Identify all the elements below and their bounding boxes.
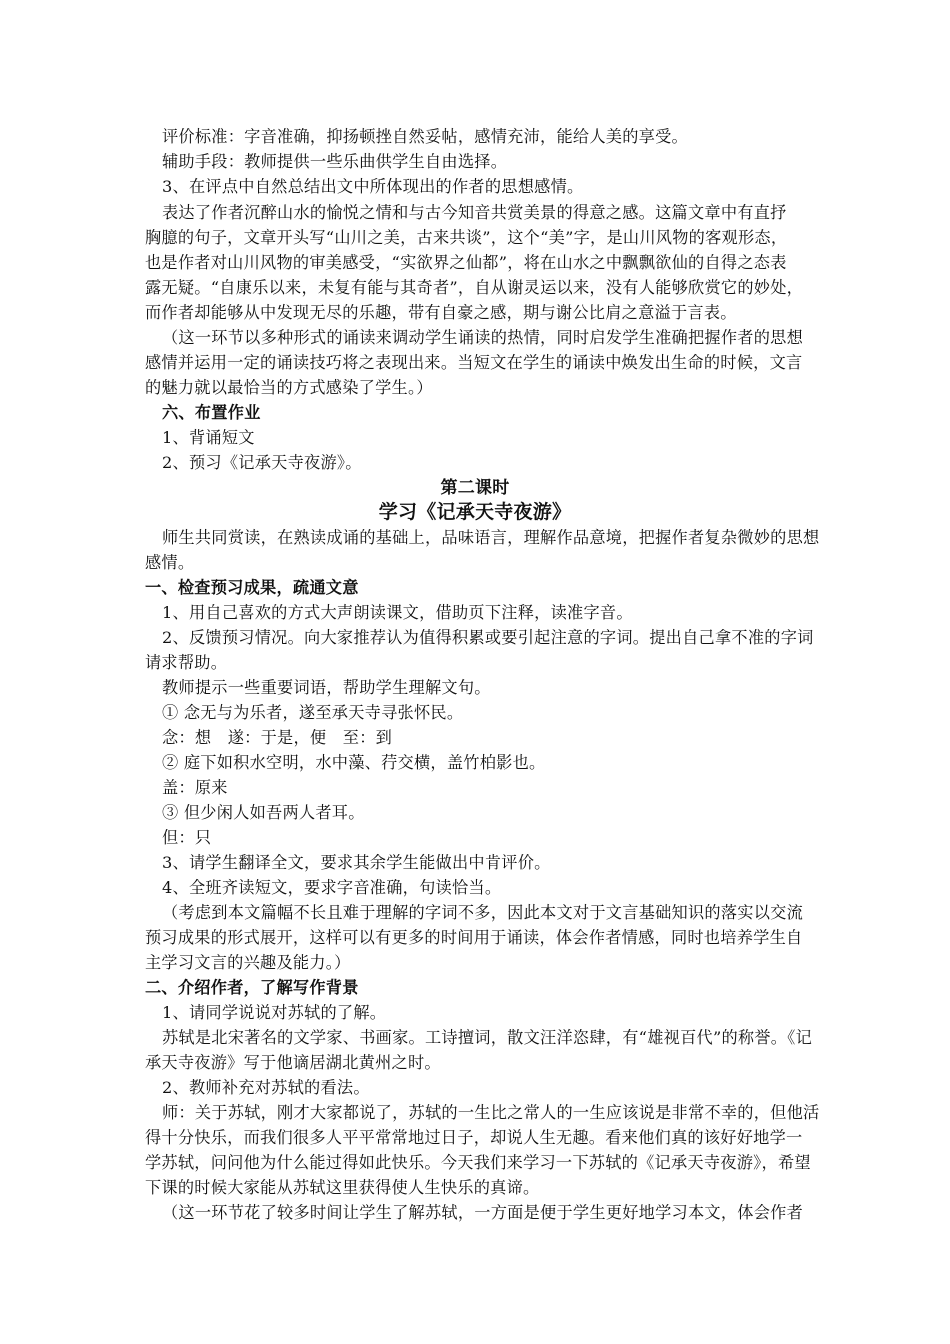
- section-heading: 二、介绍作者，了解写作背景: [145, 978, 359, 997]
- text-line: 而作者却能够从中发现无尽的乐趣，带有自豪之感，期与谢公比肩之意溢于言表。: [145, 303, 737, 322]
- list-item: 2、教师补充对苏轼的看法。: [162, 1078, 370, 1097]
- text-line: 感情。: [145, 553, 195, 572]
- text-line: 师生共同赏读，在熟读成诵的基础上，品味语言，理解作品意境，把握作者复杂微妙的思想: [162, 528, 820, 547]
- note-line: 预习成果的形式展开，这样可以有更多的时间用于诵读，体会作者情感，同时也培养学生自: [145, 928, 803, 947]
- text-line: 也是作者对山川风物的审美感受，“实欲界之仙都”，将在山水之中飘飘欲仙的自得之态表: [145, 253, 787, 272]
- text-line: 得十分快乐，而我们很多人平平常常地过日子，却说人生无趣。看来他们真的该好好地学一: [145, 1128, 803, 1147]
- lesson-title: 第二课时: [440, 478, 510, 498]
- text-line: 教师提示一些重要词语，帮助学生理解文句。: [162, 678, 491, 697]
- gloss-line: 念：想 遂：于是，便 至：到: [162, 728, 393, 747]
- text-line: 承天寺夜游》写于他谪居湖北黄州之时。: [145, 1053, 441, 1072]
- text-line: 苏轼是北宋著名的文学家、书画家。工诗擅词，散文汪洋恣肆，有“雄视百代”的称誉。《记: [162, 1028, 813, 1047]
- text-line: 师：关于苏轼，刚才大家都说了，苏轼的一生比之常人的一生应该说是非常不幸的，但他活: [162, 1103, 820, 1122]
- example-line: ② 庭下如积水空明，水中藻、荇交横，盖竹柏影也。: [162, 753, 546, 772]
- text-line: 请求帮助。: [145, 653, 228, 672]
- note-line: （这一环节以多种形式的诵读来调动学生诵读的热情，同时启发学生准确把握作者的思想: [162, 328, 804, 347]
- note-line: （这一环节花了较多时间让学生了解苏轼，一方面是便于学生更好地学习本文，体会作者: [162, 1203, 804, 1222]
- text-line: 露无疑。“自康乐以来，未复有能与其奇者”，自从谢灵运以来，没有人能够欣赏它的妙处，: [145, 278, 804, 297]
- text-line: 学苏轼，问问他为什么能过得如此快乐。今天我们来学习一下苏轼的《记承天寺夜游》，希望: [145, 1153, 811, 1172]
- note-line: 的魅力就以最恰当的方式感染了学生。）: [145, 378, 433, 397]
- gloss-line: 但：只: [162, 828, 212, 847]
- note-line: 主学习文言的兴趣及能力。）: [145, 953, 351, 972]
- lesson-subtitle: 学习《记承天寺夜游》: [378, 501, 572, 523]
- example-line: ① 念无与为乐者，遂至承天寺寻张怀民。: [162, 703, 464, 722]
- list-item: 3、请学生翻译全文，要求其余学生能做出中肯评价。: [162, 853, 551, 872]
- example-line: ③ 但少闲人如吾两人者耳。: [162, 803, 365, 822]
- text-line: 下课的时候大家能从苏轼这里获得使人生快乐的真谛。: [145, 1178, 540, 1197]
- list-item: 2、预习《记承天寺夜游》。: [162, 453, 362, 472]
- text-line: 胸臆的句子，文章开头写“山川之美，古来共谈”，这个“美”字，是山川风物的客观形态，: [145, 228, 788, 247]
- section-heading: 一、检查预习成果，疏通文意: [145, 578, 359, 597]
- section-heading: 六、布置作业: [162, 403, 261, 422]
- text-line: 评价标准：字音准确，抑扬顿挫自然妥帖，感情充沛，能给人美的享受。: [162, 127, 688, 146]
- list-item: 1、用自己喜欢的方式大声朗读课文，借助页下注释，读准字音。: [162, 603, 633, 622]
- note-line: （考虑到本文篇幅不长且难于理解的字词不多，因此本文对于文言基础知识的落实以交流: [162, 903, 804, 922]
- list-item: 2、反馈预习情况。向大家推荐认为值得积累或要引起注意的字词。提出自己拿不准的字词: [162, 628, 814, 647]
- note-line: 感情并运用一定的诵读技巧将之表现出来。当短文在学生的诵读中焕发出生命的时候，文言: [145, 353, 803, 372]
- gloss-line: 盖：原来: [162, 778, 228, 797]
- text-line: 3、在评点中自然总结出文中所体现出的作者的思想感情。: [162, 177, 584, 196]
- list-item: 1、背诵短文: [162, 428, 255, 447]
- list-item: 4、全班齐读短文，要求字音准确，句读恰当。: [162, 878, 502, 897]
- list-item: 1、请同学说说对苏轼的了解。: [162, 1003, 387, 1022]
- text-line: 辅助手段：教师提供一些乐曲供学生自由选择。: [162, 152, 508, 171]
- text-line: 表达了作者沉醉山水的愉悦之情和与古今知音共赏美景的得意之感。这篇文章中有直抒: [162, 203, 787, 222]
